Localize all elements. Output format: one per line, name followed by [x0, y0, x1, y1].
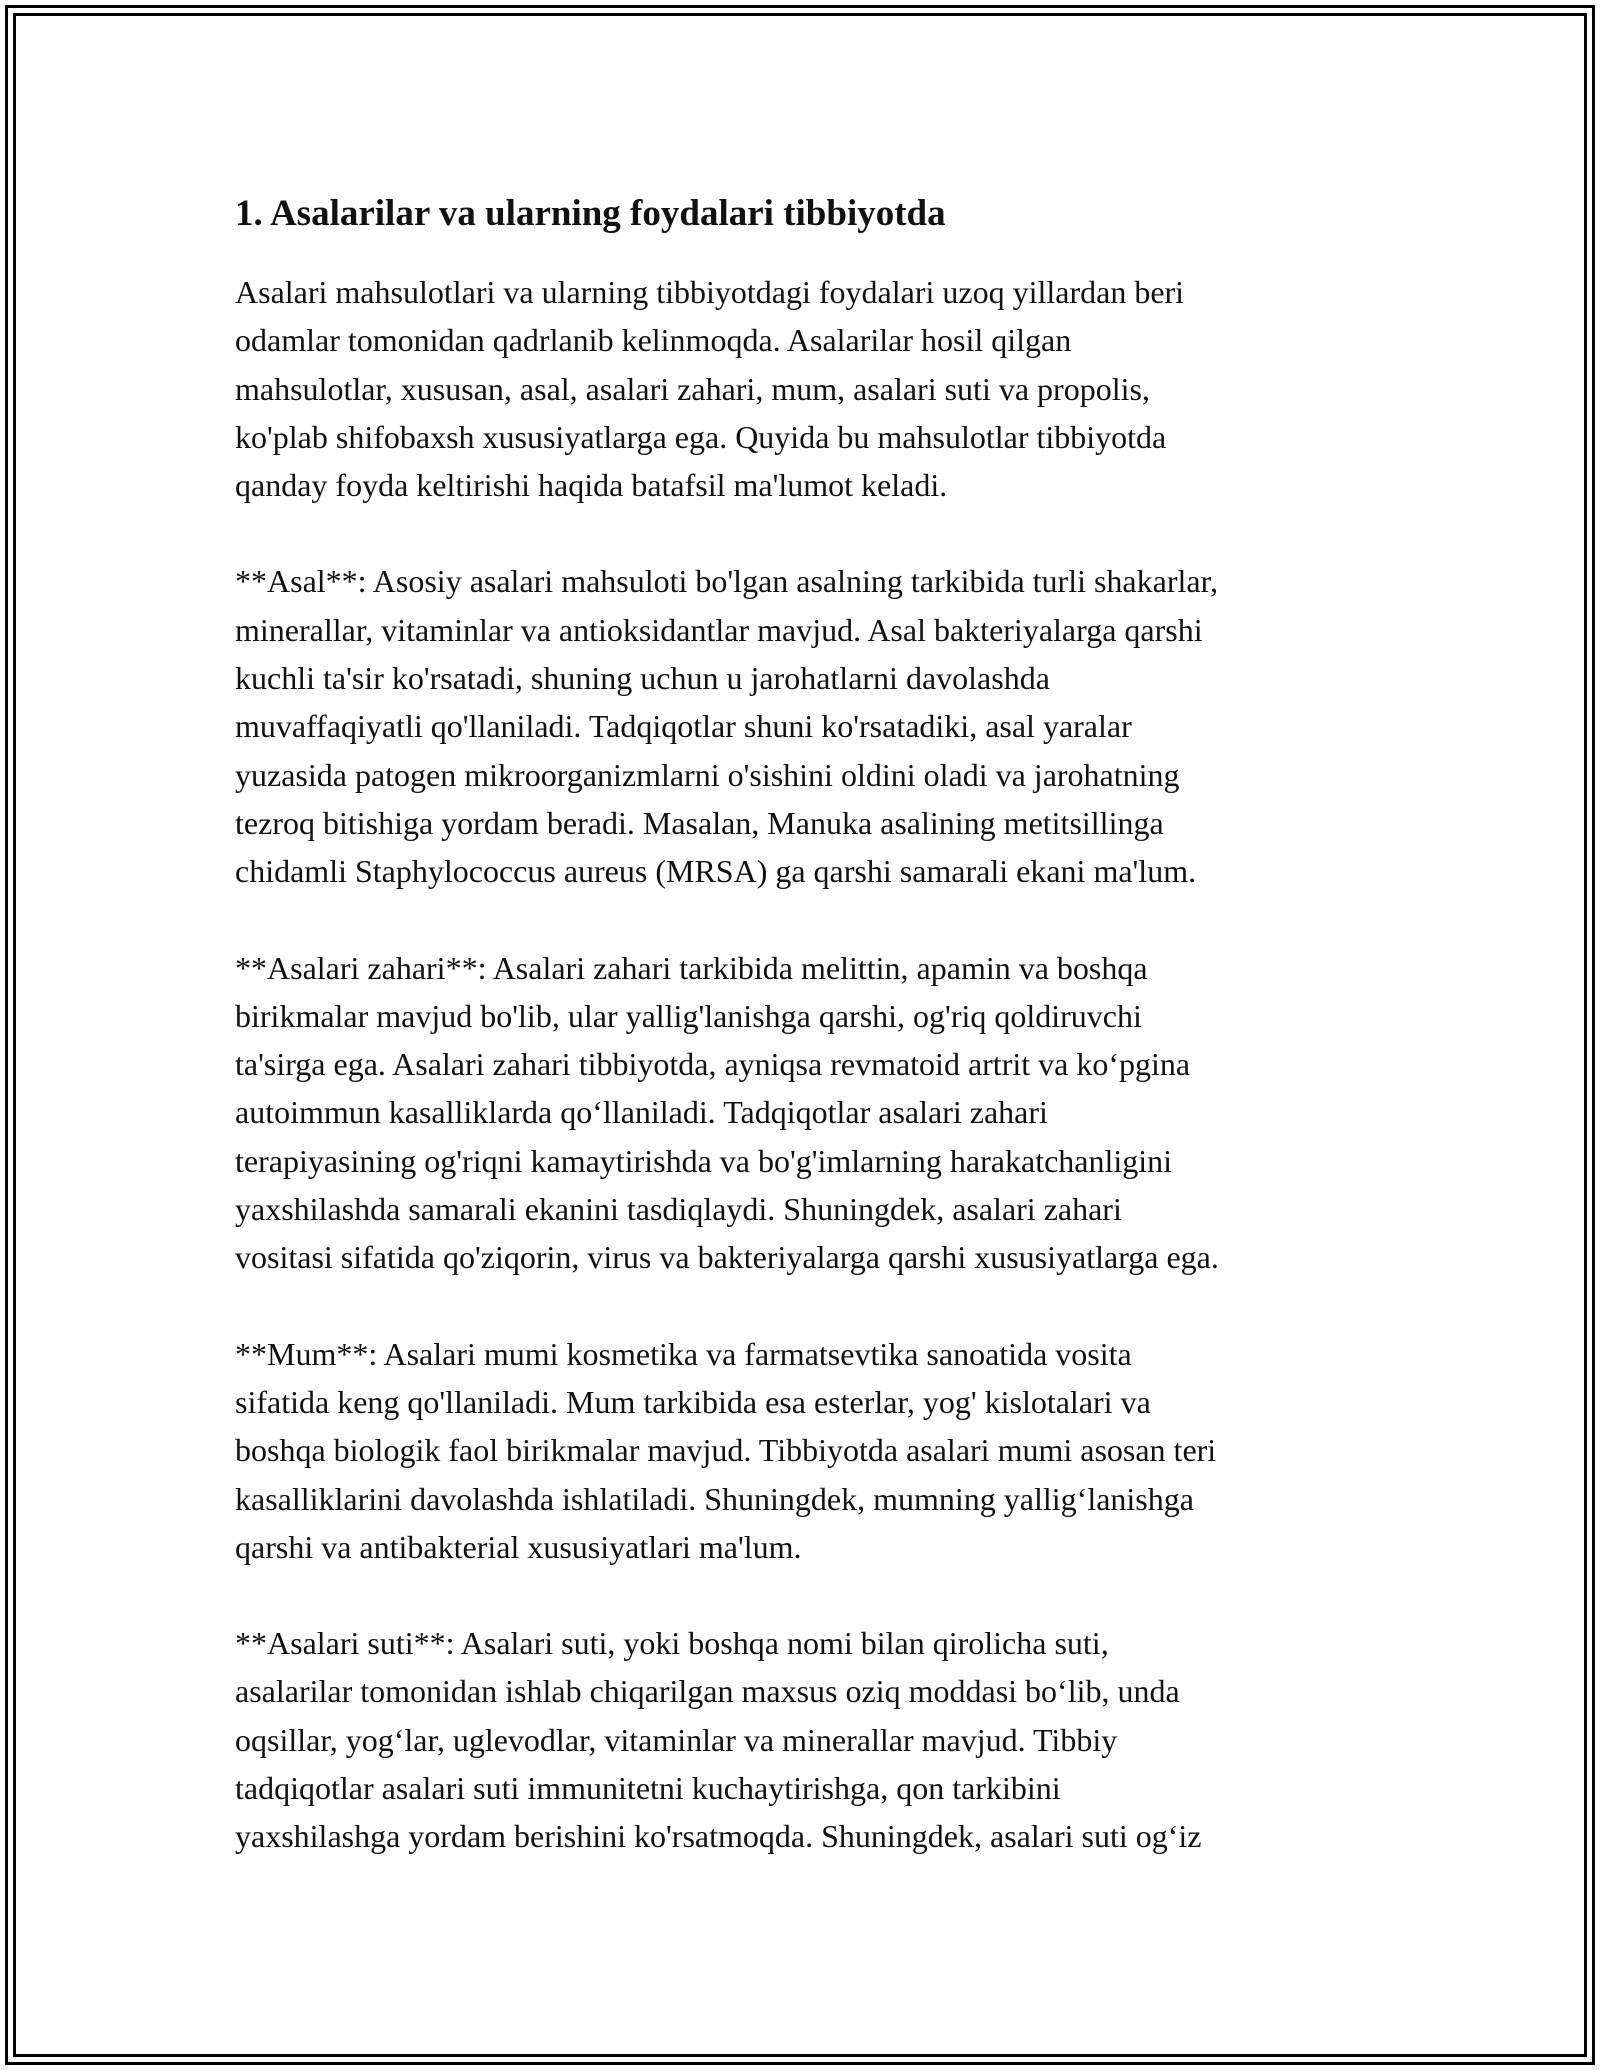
- paragraph-line: qarshi va antibakterial xususiyatlari ma'lum.: [235, 1528, 802, 1565]
- paragraph-line: **Asalari suti**: Asalari suti, yoki boshqa nomi bilan qirolicha suti,: [235, 1625, 1109, 1662]
- paragraph-line: chidamli Staphylococcus aureus (MRSA) ga qarshi samarali ekani ma'lum.: [235, 853, 1197, 890]
- paragraph-line: muvaffaqiyatli qo'llaniladi. Tadqiqotlar shuni ko'rsatadiki, asal yaralar: [235, 708, 1132, 745]
- paragraph-line: tadqiqotlar asalari suti immunitetni kuchaytirishga, qon tarkibini: [235, 1770, 1061, 1807]
- paragraph-line: Asalari mahsulotlari va ularning tibbiyotdagi foydalari uzoq yillardan beri: [235, 274, 1185, 310]
- paragraph-line: yaxshilashga yordam berishini ko'rsatmoqda. Shuningdek, asalari suti og‘iz: [235, 1818, 1202, 1855]
- paragraph-line: asalarilar tomonidan ishlab chiqarilgan maxsus oziq moddasi bo‘lib, unda: [235, 1673, 1180, 1710]
- document-body: [235, 188, 1395, 1861]
- paragraph-line: autoimmun kasalliklarda qo‘llaniladi. Tadqiqotlar asalari zahari: [235, 1094, 1048, 1131]
- paragraph-line: **Asalari zahari**: Asalari zahari tarkibida melittin, apamin va boshqa: [235, 949, 1148, 986]
- paragraph-line: yuzasida patogen mikroorganizmlarni o'sishini oldini oladi va jarohatning: [235, 756, 1180, 793]
- paragraph-line: oqsillar, yog‘lar, uglevodlar, vitaminlar va minerallar mavjud. Tibbiy: [235, 1721, 1118, 1758]
- honey-paragraph: [235, 557, 1395, 895]
- beeswax-paragraph: [235, 1330, 1395, 1571]
- paragraph-line: kuchli ta'sir ko'rsatadi, shuning uchun u jarohatlarni davolashda: [235, 660, 1050, 697]
- intro-paragraph: [235, 268, 1395, 509]
- paragraph-line: mahsulotlar, xususan, asal, asalari zahari, mum, asalari suti va propolis,: [235, 370, 1150, 407]
- paragraph-line: **Mum**: Asalari mumi kosmetika va farmatsevtika sanoatida vosita: [235, 1335, 1132, 1372]
- paragraph-line: kasalliklarini davolashda ishlatiladi. Shuningdek, mumning yallig‘lanishga: [235, 1480, 1194, 1517]
- paragraph-line: yaxshilashda samarali ekanini tasdiqlaydi. Shuningdek, asalari zahari: [235, 1191, 1122, 1228]
- royal-jelly-paragraph: [235, 1619, 1395, 1860]
- paragraph-line: ta'sirga ega. Asalari zahari tibbiyotda, ayniqsa revmatoid artrit va ko‘pgina: [235, 1046, 1191, 1083]
- paragraph-line: boshqa biologik faol birikmalar mavjud. Tibbiyotda asalari mumi asosan teri: [235, 1432, 1217, 1469]
- paragraph-line: terapiyasining og'riqni kamaytirishda va bo'g'imlarning harakatchanligini: [235, 1142, 1173, 1179]
- paragraph-line: birikmalar mavjud bo'lib, ular yallig'lanishga qarshi, og'riq qoldiruvchi: [235, 997, 1142, 1034]
- paragraph-line: minerallar, vitaminlar va antioksidantlar mavjud. Asal bakteriyalarga qarshi: [235, 611, 1203, 648]
- paragraph-line: tezroq bitishiga yordam beradi. Masalan, Manuka asalining metitsillinga: [235, 804, 1164, 841]
- paragraph-line: qanday foyda keltirishi haqida batafsil ma'lumot keladi.: [235, 467, 948, 504]
- bee-venom-paragraph: [235, 944, 1395, 1282]
- section-heading: 1. Asalarilar va ularning foydalari tibbiyotda: [235, 193, 946, 234]
- paragraph-line: **Asal**: Asosiy asalari mahsuloti bo'lgan asalning tarkibida turli shakarlar,: [235, 563, 1218, 600]
- paragraph-line: ko'plab shifobaxsh xususiyatlarga ega. Quyida bu mahsulotlar tibbiyotda: [235, 418, 1167, 455]
- paragraph-line: vositasi sifatida qo'ziqorin, virus va bakteriyalarga qarshi xususiyatlarga ega.: [235, 1239, 1219, 1276]
- paragraph-line: sifatida keng qo'llaniladi. Mum tarkibida esa esterlar, yog' kislotalari va: [235, 1383, 1151, 1420]
- paragraph-line: odamlar tomonidan qadrlanib kelinmoqda. Asalarilar hosil qilgan: [235, 322, 1072, 359]
